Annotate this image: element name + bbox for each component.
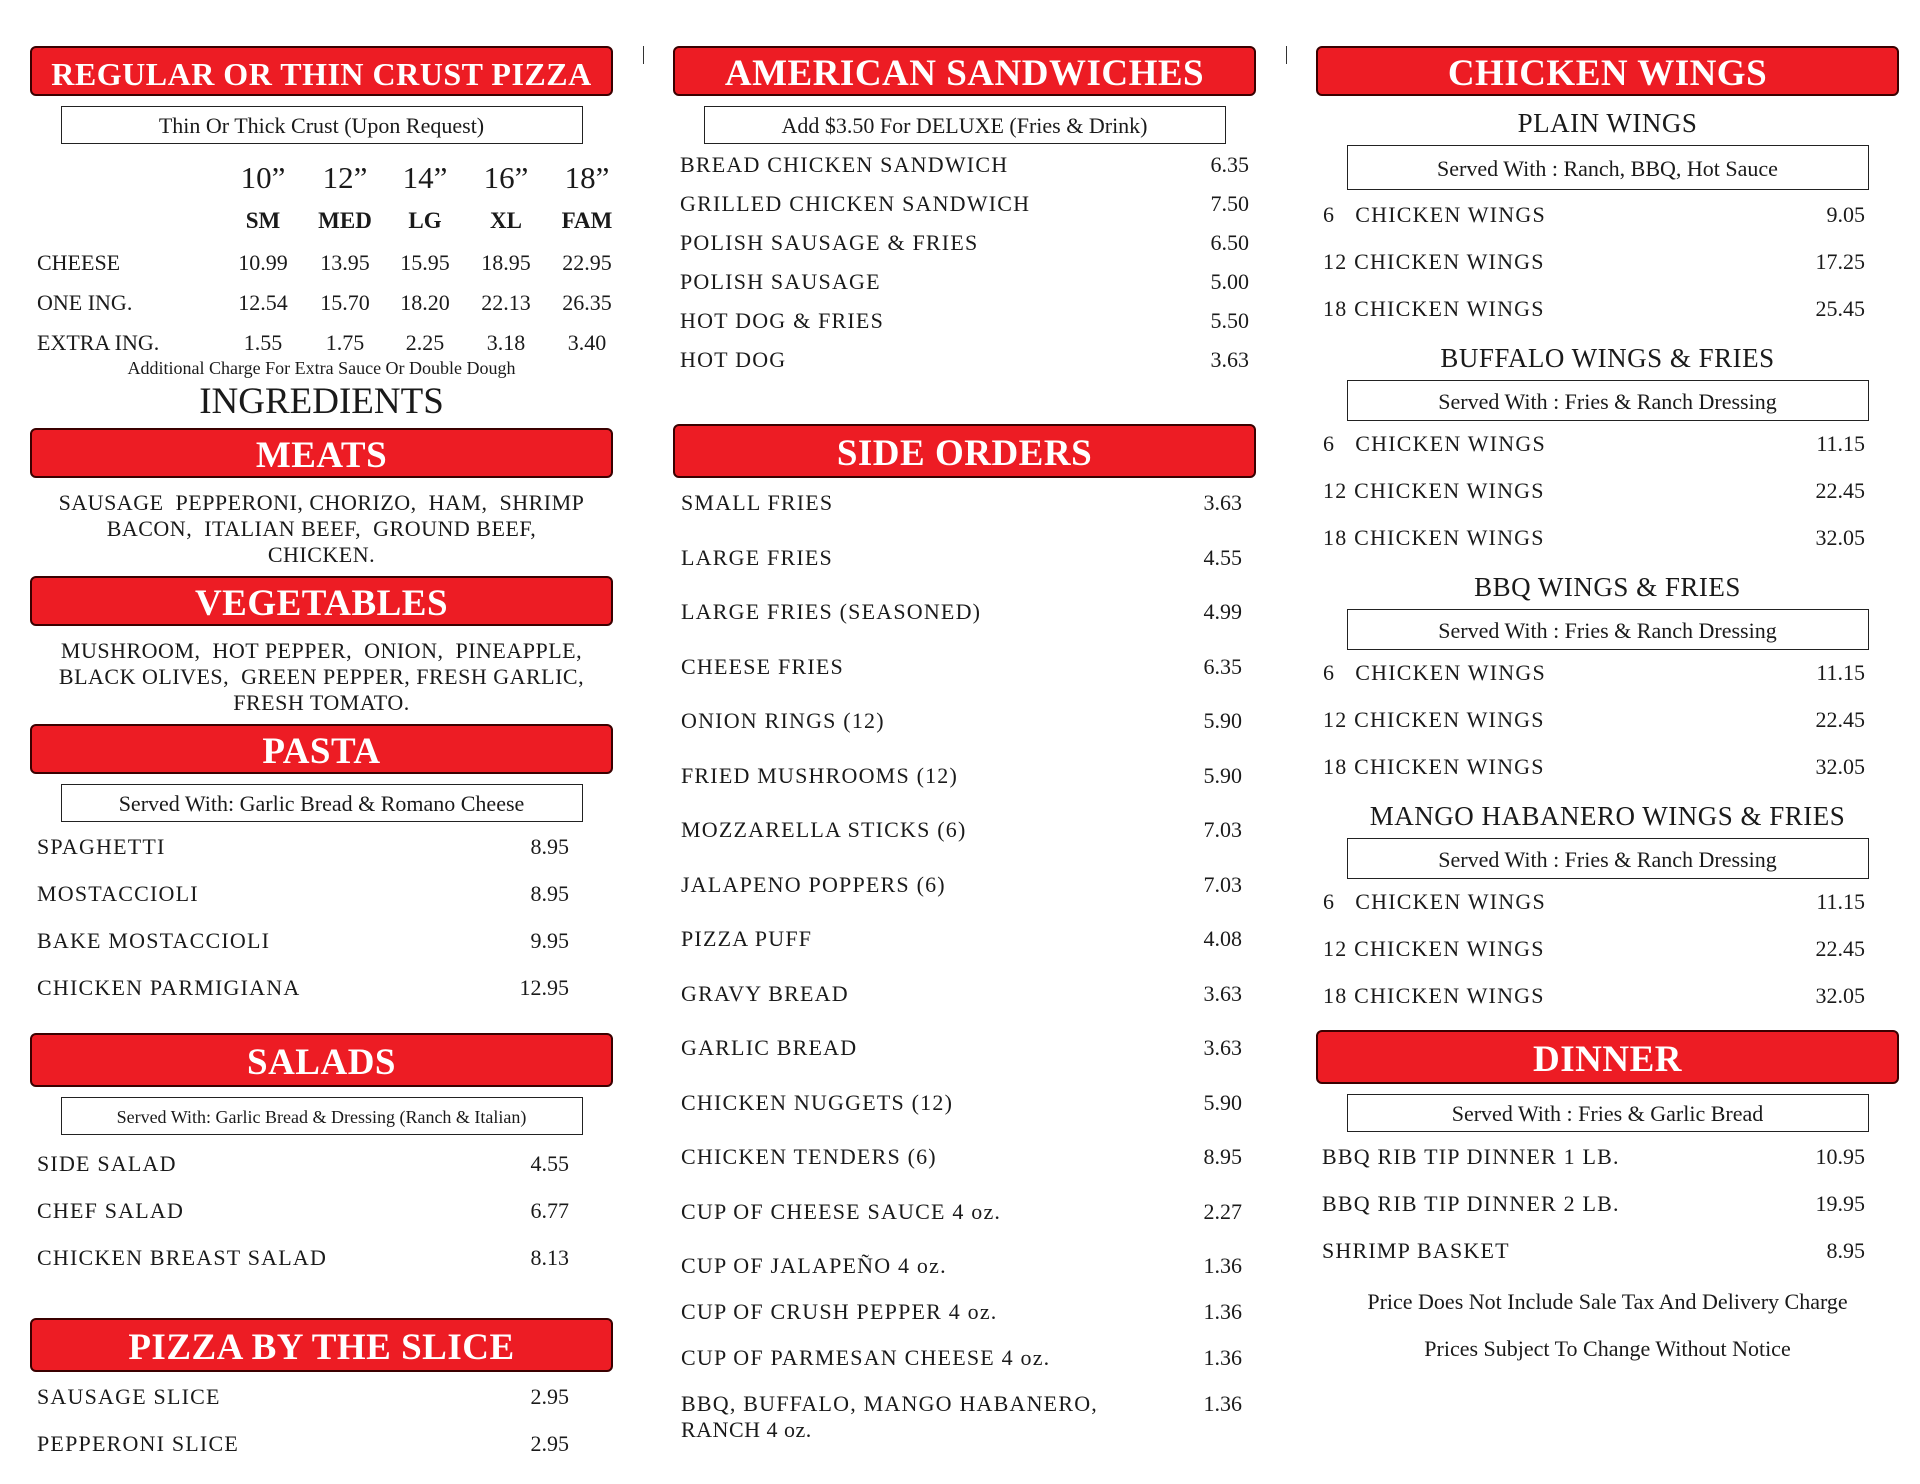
list-item bbox=[681, 1253, 1242, 1299]
item-price: 6.77 bbox=[530, 1198, 569, 1223]
vegetables-line: BLACK OLIVES, GREEN PEPPER, FRESH GARLIC, bbox=[58, 664, 585, 689]
wings-banner: CHICKEN WINGS bbox=[1316, 46, 1899, 96]
column-divider bbox=[643, 46, 644, 64]
sandwiches-note: Add $3.50 For DELUXE (Fries & Drink) bbox=[704, 106, 1226, 144]
item-price: 7.03 bbox=[1203, 817, 1242, 842]
list-item bbox=[1323, 754, 1865, 801]
item-name: BBQ RIB TIP DINNER 2 LB. bbox=[1322, 1191, 1620, 1216]
item-name: 6 CHICKEN WINGS bbox=[1323, 660, 1546, 685]
wing-group-title: BUFFALO WINGS & FRIES bbox=[1440, 343, 1775, 373]
item-name: 12 CHICKEN WINGS bbox=[1323, 936, 1545, 961]
item-price: 5.90 bbox=[1203, 708, 1242, 733]
item-price: 4.55 bbox=[530, 1151, 569, 1176]
column-divider bbox=[1286, 46, 1287, 64]
item-price: 1.36 bbox=[1203, 1345, 1242, 1370]
size-header-row bbox=[30, 160, 613, 200]
vegetables-line: MUSHROOM, HOT PEPPER, ONION, PINEAPPLE, bbox=[60, 638, 583, 663]
item-price: 6.35 bbox=[1203, 653, 1242, 679]
item-name: BBQ RIB TIP DINNER 1 LB. bbox=[1322, 1144, 1620, 1169]
item-price: 8.95 bbox=[1203, 1144, 1242, 1169]
dinner-banner: DINNER bbox=[1316, 1030, 1899, 1084]
item-name: CHICKEN BREAST SALAD bbox=[37, 1245, 328, 1270]
list-item bbox=[37, 1151, 569, 1198]
list-item bbox=[1323, 525, 1865, 572]
item-name: PIZZA PUFF bbox=[681, 926, 813, 951]
item-name: 18 CHICKEN WINGS bbox=[1323, 296, 1545, 321]
list-item bbox=[1323, 249, 1865, 296]
item-name: CUP OF CHEESE SAUCE 4 oz. bbox=[681, 1198, 1002, 1224]
list-item bbox=[681, 763, 1242, 818]
wing-group-list bbox=[1316, 202, 1899, 343]
item-name: CHEESE FRIES bbox=[681, 653, 844, 679]
wing-group-list bbox=[1316, 660, 1899, 801]
pizza-price: 10.99 bbox=[238, 250, 288, 275]
item-price: 3.63 bbox=[1203, 1035, 1242, 1060]
item-name: GRAVY BREAD bbox=[681, 980, 849, 1006]
pizza-price: 2.25 bbox=[405, 330, 445, 355]
item-name-line: RANCH 4 oz. bbox=[681, 1417, 812, 1442]
item-price: 10.95 bbox=[1815, 1144, 1865, 1169]
item-name: LARGE FRIES bbox=[681, 544, 833, 570]
item-price: 9.95 bbox=[530, 928, 569, 953]
item-name: PEPPERONI SLICE bbox=[37, 1431, 239, 1456]
list-item bbox=[1323, 936, 1865, 983]
list-item bbox=[1322, 1144, 1865, 1191]
item-name: MOSTACCIOLI bbox=[37, 881, 199, 906]
pizza-price: 22.13 bbox=[481, 290, 531, 315]
list-item bbox=[680, 230, 1249, 269]
meats-list bbox=[30, 490, 613, 568]
item-price: 7.50 bbox=[1210, 191, 1249, 216]
item-name: 12 CHICKEN WINGS bbox=[1323, 249, 1545, 274]
list-item bbox=[681, 1090, 1242, 1145]
item-price: 8.13 bbox=[530, 1245, 569, 1270]
item-price: 2.95 bbox=[530, 1431, 569, 1456]
item-price: 32.05 bbox=[1815, 983, 1865, 1008]
item-price: 8.95 bbox=[530, 834, 569, 859]
pasta-banner: PASTA bbox=[30, 724, 613, 774]
item-name: CHICKEN NUGGETS (12) bbox=[681, 1089, 954, 1115]
item-price: 4.08 bbox=[1203, 926, 1242, 951]
slice-list bbox=[30, 1384, 613, 1478]
size-name-row bbox=[30, 208, 613, 238]
item-price: 1.36 bbox=[1203, 1253, 1242, 1278]
size-label: 10” bbox=[240, 160, 286, 195]
list-item bbox=[681, 872, 1242, 927]
item-price: 8.95 bbox=[1826, 1238, 1865, 1263]
size-name: MED bbox=[318, 208, 372, 233]
pizza-row-label: ONE ING. bbox=[37, 290, 133, 315]
item-name: HOT DOG & FRIES bbox=[680, 308, 885, 333]
item-name: GRILLED CHICKEN SANDWICH bbox=[680, 191, 1031, 216]
vegetables-line: FRESH TOMATO. bbox=[233, 690, 410, 715]
sides-list bbox=[673, 490, 1256, 1447]
item-price: 5.50 bbox=[1210, 308, 1249, 333]
list-item bbox=[680, 347, 1249, 386]
crust-note: Thin Or Thick Crust (Upon Request) bbox=[61, 106, 583, 144]
pizza-row-cheese bbox=[30, 250, 613, 280]
extra-charge-note: Additional Charge For Extra Sauce Or Double Dough bbox=[127, 358, 516, 378]
item-price: 3.63 bbox=[1210, 347, 1249, 372]
item-name: 12 CHICKEN WINGS bbox=[1323, 478, 1545, 503]
pizza-price: 12.54 bbox=[238, 290, 288, 315]
pizza-price: 18.20 bbox=[400, 290, 450, 315]
slice-banner: PIZZA BY THE SLICE bbox=[30, 1318, 613, 1372]
list-item bbox=[37, 834, 569, 881]
item-price: 4.55 bbox=[1203, 544, 1242, 570]
item-name: CHEF SALAD bbox=[37, 1198, 185, 1223]
pizza-price: 22.95 bbox=[562, 250, 612, 275]
list-item bbox=[680, 269, 1249, 308]
list-item bbox=[1323, 478, 1865, 525]
item-price: 17.25 bbox=[1815, 249, 1865, 274]
pizza-price: 13.95 bbox=[320, 250, 370, 275]
dinner-note: Served With : Fries & Garlic Bread bbox=[1347, 1094, 1869, 1132]
pizza-price: 3.40 bbox=[567, 330, 607, 355]
item-name: 6 CHICKEN WINGS bbox=[1323, 202, 1546, 227]
wing-group-note: Served With : Fries & Ranch Dressing bbox=[1347, 380, 1869, 421]
pizza-banner: REGULAR OR THIN CRUST PIZZA bbox=[30, 46, 613, 96]
list-item bbox=[1323, 889, 1865, 936]
list-item bbox=[1322, 1191, 1865, 1238]
list-item bbox=[681, 708, 1242, 763]
list-item bbox=[681, 1299, 1242, 1345]
item-price: 6.50 bbox=[1210, 230, 1249, 255]
item-price: 3.63 bbox=[1203, 490, 1242, 515]
pizza-row-one-ing bbox=[30, 290, 613, 320]
dinner-list bbox=[1316, 1144, 1899, 1285]
size-label: 14” bbox=[402, 160, 448, 195]
wing-group-title: PLAIN WINGS bbox=[1517, 108, 1698, 138]
item-price: 11.15 bbox=[1816, 889, 1865, 914]
list-item bbox=[681, 817, 1242, 872]
item-price: 5.00 bbox=[1210, 269, 1249, 294]
item-price: 32.05 bbox=[1815, 754, 1865, 779]
list-item bbox=[681, 981, 1242, 1036]
list-item bbox=[681, 545, 1242, 600]
list-item bbox=[680, 152, 1249, 191]
wing-group-list bbox=[1316, 889, 1899, 1030]
list-item bbox=[681, 1391, 1242, 1447]
wing-group-note: Served With : Ranch, BBQ, Hot Sauce bbox=[1347, 145, 1869, 190]
list-item bbox=[681, 1199, 1242, 1254]
item-name: 6 CHICKEN WINGS bbox=[1323, 431, 1546, 456]
pizza-price: 26.35 bbox=[562, 290, 612, 315]
item-name: HOT DOG bbox=[680, 347, 787, 372]
item-name: 18 CHICKEN WINGS bbox=[1323, 983, 1545, 1008]
size-name: FAM bbox=[561, 208, 613, 233]
item-name: 18 CHICKEN WINGS bbox=[1323, 754, 1545, 779]
item-price: 12.95 bbox=[519, 975, 569, 1000]
item-price: 11.15 bbox=[1816, 660, 1865, 685]
pizza-price: 1.75 bbox=[325, 330, 365, 355]
item-price: 7.03 bbox=[1203, 871, 1242, 897]
pizza-row-label: CHEESE bbox=[37, 250, 121, 275]
salads-list bbox=[30, 1151, 613, 1292]
item-name: LARGE FRIES (SEASONED) bbox=[681, 599, 982, 624]
item-name: 12 CHICKEN WINGS bbox=[1323, 707, 1545, 732]
price-change-disclaimer: Prices Subject To Change Without Notice bbox=[1424, 1336, 1791, 1361]
size-name: LG bbox=[408, 208, 442, 233]
ingredients-heading: INGREDIENTS bbox=[199, 381, 444, 422]
list-item bbox=[680, 308, 1249, 347]
item-name: SMALL FRIES bbox=[681, 490, 834, 515]
item-name: SPAGHETTI bbox=[37, 834, 166, 859]
list-item bbox=[1323, 660, 1865, 707]
list-item bbox=[680, 191, 1249, 230]
item-price: 32.05 bbox=[1815, 525, 1865, 550]
size-name: SM bbox=[245, 208, 281, 233]
item-name: CUP OF CRUSH PEPPER 4 oz. bbox=[681, 1299, 998, 1324]
item-price: 5.90 bbox=[1203, 1089, 1242, 1115]
item-price: 25.45 bbox=[1815, 296, 1865, 321]
list-item bbox=[1323, 202, 1865, 249]
salads-banner: SALADS bbox=[30, 1033, 613, 1087]
item-price: 4.99 bbox=[1203, 599, 1242, 624]
list-item bbox=[37, 1245, 569, 1292]
pizza-price-table bbox=[30, 144, 613, 362]
list-item bbox=[37, 928, 569, 975]
item-price: 22.45 bbox=[1815, 936, 1865, 961]
wing-group-note: Served With : Fries & Ranch Dressing bbox=[1347, 609, 1869, 650]
list-item bbox=[37, 975, 569, 1022]
pizza-row-extra-ing bbox=[30, 330, 613, 360]
list-item bbox=[37, 1431, 569, 1478]
item-price: 5.90 bbox=[1203, 762, 1242, 788]
vegetables-banner: VEGETABLES bbox=[30, 576, 613, 626]
item-name bbox=[681, 1391, 1098, 1443]
list-item bbox=[681, 1144, 1242, 1199]
list-item bbox=[681, 926, 1242, 981]
item-price: 22.45 bbox=[1815, 707, 1865, 732]
item-name: POLISH SAUSAGE & FRIES bbox=[680, 230, 979, 255]
pizza-price: 1.55 bbox=[243, 330, 283, 355]
wing-group-list bbox=[1316, 431, 1899, 572]
sandwiches-banner: AMERICAN SANDWICHES bbox=[673, 46, 1256, 96]
wing-group-title: BBQ WINGS & FRIES bbox=[1474, 572, 1741, 602]
list-item bbox=[681, 1345, 1242, 1391]
middle-column bbox=[673, 46, 1256, 1447]
item-name: CHICKEN PARMIGIANA bbox=[37, 975, 301, 1000]
item-name: MOZZARELLA STICKS (6) bbox=[681, 817, 967, 842]
left-column bbox=[30, 46, 613, 1478]
sides-banner: SIDE ORDERS bbox=[673, 424, 1256, 478]
item-name: 18 CHICKEN WINGS bbox=[1323, 525, 1545, 550]
meats-banner: MEATS bbox=[30, 428, 613, 478]
item-name: 6 CHICKEN WINGS bbox=[1323, 889, 1546, 914]
pizza-price: 15.95 bbox=[400, 250, 450, 275]
list-item bbox=[1323, 296, 1865, 343]
item-name: ONION RINGS (12) bbox=[681, 708, 885, 733]
item-price: 6.35 bbox=[1210, 152, 1249, 177]
item-name: BAKE MOSTACCIOLI bbox=[37, 928, 271, 953]
item-name: JALAPENO POPPERS (6) bbox=[681, 871, 946, 897]
size-label: 16” bbox=[483, 160, 529, 195]
item-name: GARLIC BREAD bbox=[681, 1035, 858, 1060]
pasta-note: Served With: Garlic Bread & Romano Cheese bbox=[61, 784, 583, 822]
meats-line: SAUSAGE PEPPERONI, CHORIZO, HAM, SHRIMP bbox=[58, 490, 585, 515]
item-price: 2.95 bbox=[530, 1384, 569, 1409]
vegetables-list bbox=[30, 638, 613, 716]
item-name: SHRIMP BASKET bbox=[1322, 1238, 1510, 1263]
meats-line: BACON, ITALIAN BEEF, GROUND BEEF, bbox=[106, 516, 537, 541]
item-price: 1.36 bbox=[1203, 1299, 1242, 1324]
item-name: CHICKEN TENDERS (6) bbox=[681, 1144, 937, 1169]
item-price: 1.36 bbox=[1203, 1391, 1242, 1416]
item-price: 9.05 bbox=[1826, 202, 1865, 227]
right-column bbox=[1316, 46, 1899, 1362]
list-item bbox=[681, 490, 1242, 545]
list-item bbox=[1323, 707, 1865, 754]
list-item bbox=[37, 881, 569, 928]
sandwiches-list bbox=[673, 152, 1256, 386]
item-price: 3.63 bbox=[1203, 980, 1242, 1006]
list-item bbox=[681, 599, 1242, 654]
list-item bbox=[1323, 431, 1865, 478]
item-name: SIDE SALAD bbox=[37, 1151, 177, 1176]
item-price: 22.45 bbox=[1815, 478, 1865, 503]
item-name: CUP OF PARMESAN CHEESE 4 oz. bbox=[681, 1345, 1051, 1370]
pizza-price: 15.70 bbox=[320, 290, 370, 315]
meats-line: CHICKEN. bbox=[267, 542, 376, 567]
list-item bbox=[1322, 1238, 1865, 1285]
item-name: CUP OF JALAPEÑO 4 oz. bbox=[681, 1253, 947, 1278]
item-price: 19.95 bbox=[1815, 1191, 1865, 1216]
size-label: 18” bbox=[564, 160, 610, 195]
list-item bbox=[37, 1198, 569, 1245]
pizza-price: 18.95 bbox=[481, 250, 531, 275]
size-label: 12” bbox=[322, 160, 368, 195]
wing-group-note: Served With : Fries & Ranch Dressing bbox=[1347, 838, 1869, 879]
list-item bbox=[1323, 983, 1865, 1030]
item-name: POLISH SAUSAGE bbox=[680, 269, 881, 294]
pasta-list bbox=[30, 834, 613, 1022]
item-name: SAUSAGE SLICE bbox=[37, 1384, 221, 1409]
wing-group-title: MANGO HABANERO WINGS & FRIES bbox=[1369, 801, 1846, 831]
item-price: 8.95 bbox=[530, 881, 569, 906]
tax-disclaimer: Price Does Not Include Sale Tax And Delivery Charge bbox=[1367, 1289, 1848, 1314]
item-price: 11.15 bbox=[1816, 431, 1865, 456]
list-item bbox=[37, 1384, 569, 1431]
list-item bbox=[681, 1035, 1242, 1090]
item-price: 2.27 bbox=[1203, 1198, 1242, 1224]
list-item bbox=[681, 654, 1242, 709]
item-name-line: BBQ, BUFFALO, MANGO HABANERO, bbox=[681, 1391, 1098, 1416]
pizza-price: 3.18 bbox=[486, 330, 526, 355]
item-name: BREAD CHICKEN SANDWICH bbox=[680, 152, 1009, 177]
size-name: XL bbox=[490, 208, 522, 233]
item-name: FRIED MUSHROOMS (12) bbox=[681, 762, 959, 788]
salads-note: Served With: Garlic Bread & Dressing (Ranch & Italian) bbox=[61, 1097, 583, 1135]
pizza-row-label: EXTRA ING. bbox=[37, 330, 160, 355]
